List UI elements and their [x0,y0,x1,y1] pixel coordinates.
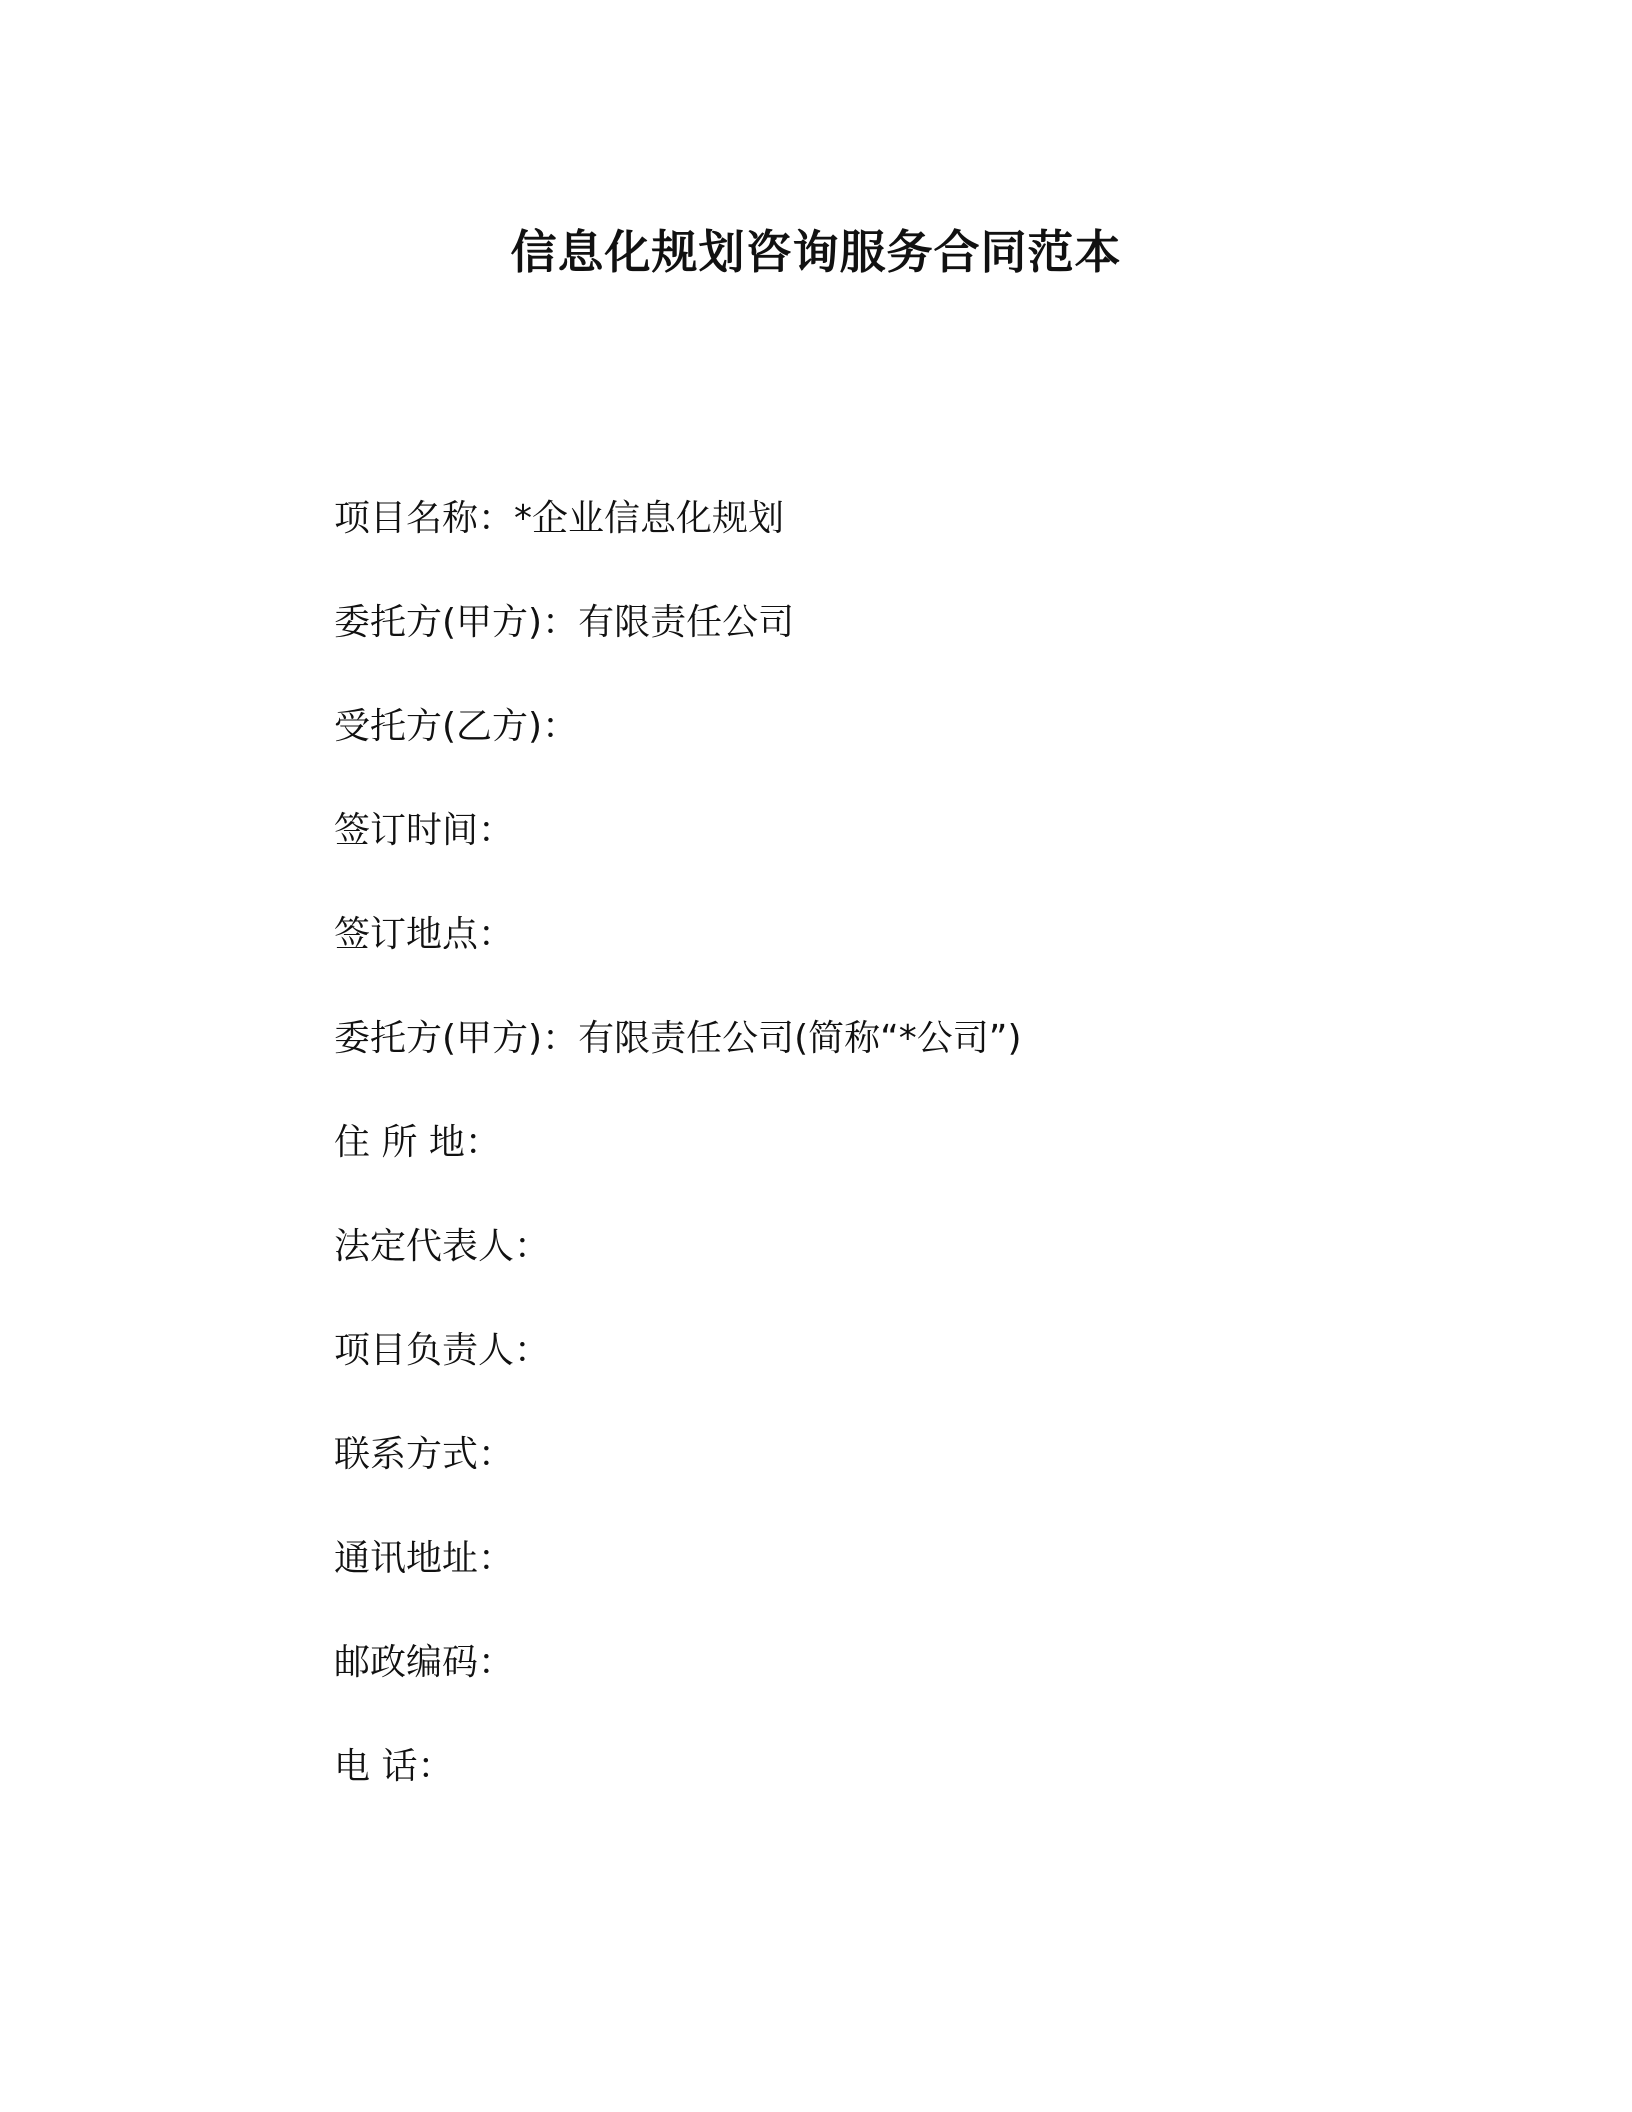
field-label: 邮政编码： [334,1642,515,1683]
field-label: 法定代表人： [334,1226,551,1267]
field-label: 委托方(甲方)： [334,1018,579,1059]
field-postal-code [334,1636,1434,1740]
field-mailing-address [334,1532,1434,1636]
field-label: 委托方(甲方)： [334,602,579,643]
field-value: *企业信息化规划 [514,498,785,539]
field-label: 项目名称： [334,498,515,539]
field-client-full [334,1012,1434,1116]
field-label: 受托方(乙方)： [334,706,579,747]
field-value: 有限责任公司(简称“*公司”) [578,1018,1022,1059]
field-label: 签订时间： [334,810,515,851]
field-label: 联系方式： [334,1434,515,1475]
field-project-leader [334,1324,1434,1428]
field-project-name [334,492,1434,596]
field-label: 签订地点： [334,914,515,955]
field-contact [334,1428,1434,1532]
document-title: 信息化规划咨询服务合同范本 [510,225,1122,279]
field-phone [334,1740,1434,1844]
field-address [334,1116,1434,1220]
contract-fields [334,492,1434,1844]
field-value: 有限责任公司 [578,602,795,643]
field-label: 电 话： [334,1746,454,1787]
field-signing-time [334,804,1434,908]
field-client [334,596,1434,700]
field-label: 项目负责人： [334,1330,551,1371]
field-legal-representative [334,1220,1434,1324]
field-label: 通讯地址： [334,1538,515,1579]
field-signing-place [334,908,1434,1012]
field-label: 住 所 地： [334,1122,501,1163]
field-contractor [334,700,1434,804]
